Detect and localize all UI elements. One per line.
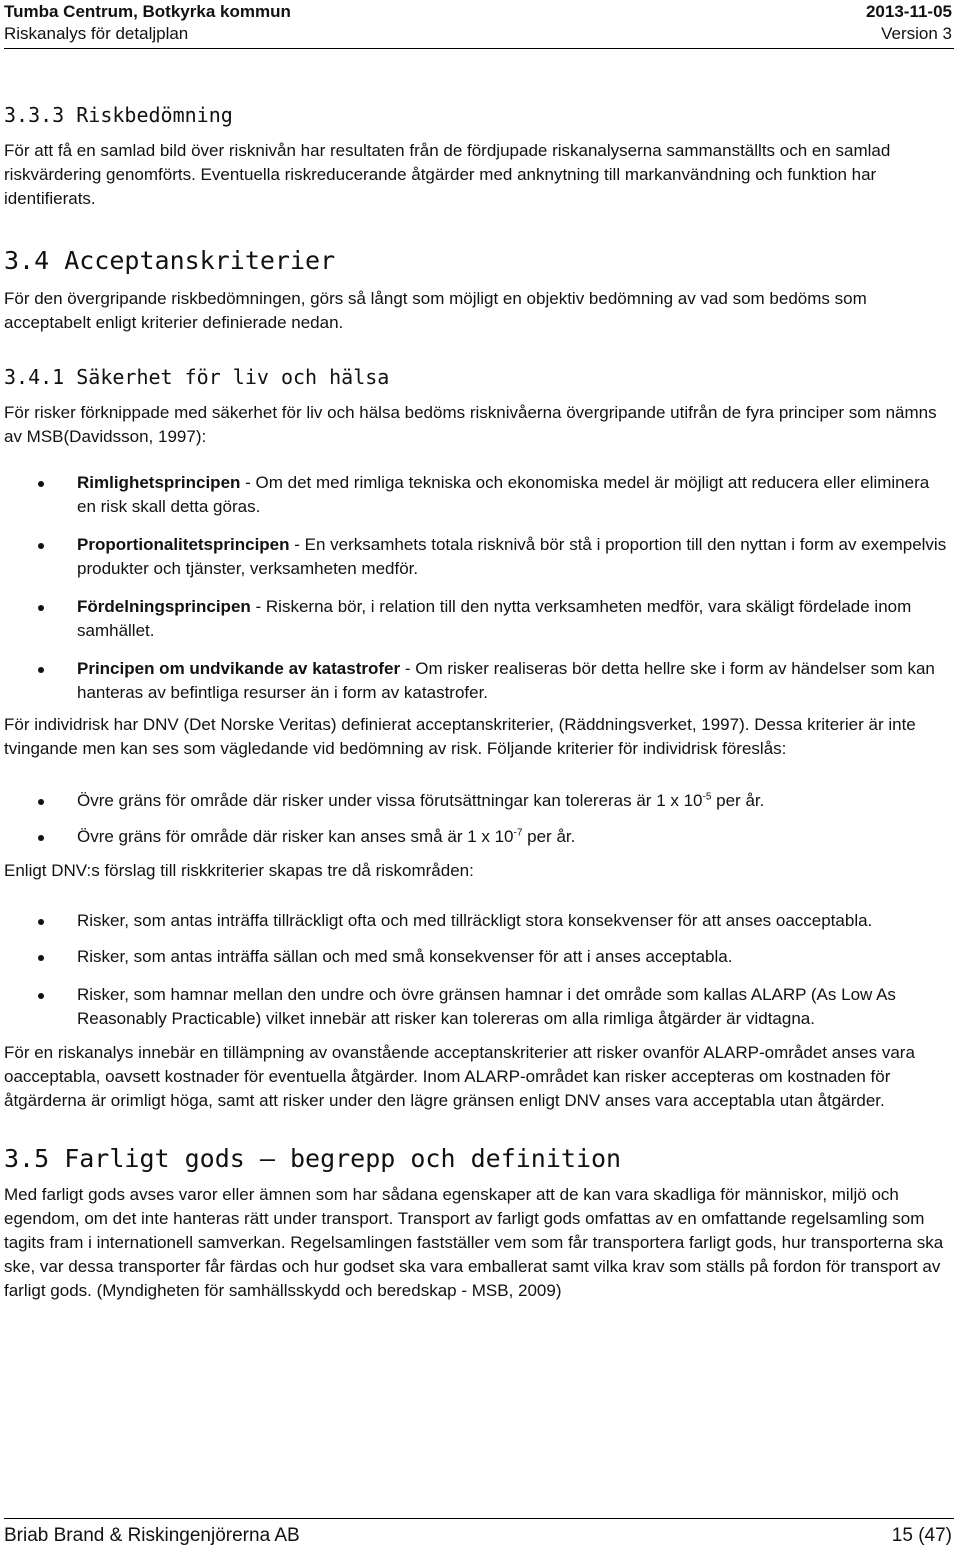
principles-list	[4, 471, 952, 705]
area-text: Risker, som antas inträffa tillräckligt ofta och med tillräckligt stora konsekvenser för att anses oacceptabla.	[77, 911, 873, 930]
paragraph-dnv-forslag: Enligt DNV:s förslag till riskkriterier skapas tre då riskområden:	[4, 861, 474, 880]
list-item	[4, 595, 952, 643]
principle-text: - Om det med rimliga tekniska och ekonomiska medel är möjligt att reducera eller eliminera en risk skall detta göras.	[77, 473, 930, 516]
bullet-icon	[38, 799, 44, 805]
paragraph-riskbedomning: För att få en samlad bild över risknivån har resultaten från de fördjupade riskanalyserna sammanställts och en samlad riskvärdering genomförts. Eventuella riskreducerande åtgärder med anknytning till markanvändning och funktion har identifierats.	[4, 141, 891, 208]
limit-exponent: -7	[513, 827, 523, 839]
limit-text: Övre gräns för område där risker under vissa förutsättningar kan tolereras är 1 x 10	[77, 791, 703, 810]
risk-areas-list	[4, 909, 952, 1031]
header-rule	[4, 48, 954, 49]
principle-name: Proportionalitetsprincipen	[77, 535, 290, 554]
heading-3-5: 3.5 Farligt gods – begrepp och definition	[4, 1144, 622, 1173]
footer-company: Briab Brand & Riskingenjörerna AB	[4, 1525, 300, 1546]
bullet-icon	[38, 993, 44, 999]
header-date: 2013-11-05	[865, 2, 952, 21]
list-item	[4, 983, 952, 1031]
principle-text: - Riskerna bör, i relation till den nytta verksamheten medför, vara skäligt fördelade inom samhället.	[77, 597, 912, 640]
paragraph-acceptanskriterier: För den övergripande riskbedömningen, görs så långt som möjligt en objektiv bedömning av vad som bedöms som acceptabelt enligt kriterier definierade nedan.	[4, 289, 867, 332]
paragraph-farligt-gods: Med farligt gods avses varor eller ämnen som har sådana egenskaper att de kan vara skadliga för människor, miljö och egendom, om det inte hanteras rätt under transport. Transport av farligt gods omfattas av en omfattande regelsamling som tagits fram i internationell samverkan. Regelsamlingen fastställer vem som får transportera farligt gods, hur transporterna ska ske, var dessa transporter får färdas och hur godset ska vara emballerat samt vilka krav som ställs på fordon för transport av farligt gods. (Myndigheten för samhällsskydd och beredskap - MSB, 2009)	[4, 1185, 944, 1300]
list-item	[4, 657, 952, 705]
principle-text: - Om risker realiseras bör detta hellre ske i form av händelser som kan hanteras av befintliga resurser än i form av katastrofer.	[77, 659, 935, 702]
header-org: Tumba Centrum, Botkyrka kommun	[4, 2, 291, 21]
principle-name: Rimlighetsprincipen	[77, 473, 241, 492]
principle-name: Principen om undvikande av katastrofer	[77, 659, 401, 678]
limit-unit: per år.	[522, 827, 576, 846]
bullet-icon	[38, 919, 44, 925]
limit-text: Övre gräns för område där risker kan anses små är 1 x 10	[77, 827, 514, 846]
bullet-icon	[38, 835, 44, 841]
list-item	[4, 825, 952, 849]
risk-limits-list	[4, 789, 952, 849]
list-item	[4, 945, 952, 969]
list-item	[4, 471, 952, 519]
heading-3-3-3: 3.3.3 Riskbedömning	[4, 103, 233, 127]
header-doc-title: Riskanalys för detaljplan	[4, 24, 189, 43]
footer-rule	[4, 1518, 954, 1519]
bullet-icon	[38, 955, 44, 961]
list-item	[4, 909, 952, 933]
bullet-icon	[38, 667, 44, 673]
bullet-icon	[38, 481, 44, 487]
principle-text: - En verksamhets totala risknivå bör stå i proportion till den nyttan i form av exempelvis produkter och tjänster, verksamheten medför.	[77, 535, 947, 578]
principle-name: Fördelningsprincipen	[77, 597, 251, 616]
page-body	[4, 103, 952, 1303]
area-text: Risker, som hamnar mellan den undre och övre gränsen hamnar i det område som kallas ALARP (As Low As Reasonably Practicable) vilket innebär att risker kan tolereras om alla rimliga åtgärder är vidtagna.	[77, 985, 896, 1028]
header-version: Version 3	[881, 24, 952, 43]
paragraph-individrisk: För individrisk har DNV (Det Norske Veritas) definierat acceptanskriterier, (Räddningsverket, 1997). Dessa kriterier är inte tvingande men kan ses som vägledande vid bedömning av risk. Följande kriterier för individrisk föreslås:	[4, 715, 916, 758]
bullet-icon	[38, 605, 44, 611]
page-number: 15 (47)	[891, 1525, 952, 1546]
area-text: Risker, som antas inträffa sällan och med små konsekvenser för att i anses acceptabla.	[77, 947, 733, 966]
list-item	[4, 533, 952, 581]
limit-unit: per år.	[711, 791, 765, 810]
heading-3-4: 3.4 Acceptanskriterier	[4, 246, 336, 275]
limit-exponent: -5	[702, 791, 712, 803]
paragraph-principer-intro: För risker förknippade med säkerhet för liv och hälsa bedöms risknivåerna övergripande utifrån de fyra principer som nämns av MSB(Davidsson, 1997):	[4, 403, 937, 446]
paragraph-alarp: För en riskanalys innebär en tillämpning av ovanstående acceptanskriterier att risker ovanför ALARP-området anses vara oacceptabla, oavsett kostnader för eventuella åtgärder. Inom ALARP-området kan risker accepteras om kostnaden för åtgärderna är orimligt höga, samt att risker under den lägre gränsen enligt DNV anses vara acceptabla utan åtgärder.	[4, 1043, 915, 1110]
bullet-icon	[38, 543, 44, 549]
heading-3-4-1: 3.4.1 Säkerhet för liv och hälsa	[4, 365, 390, 389]
list-item	[4, 789, 952, 813]
